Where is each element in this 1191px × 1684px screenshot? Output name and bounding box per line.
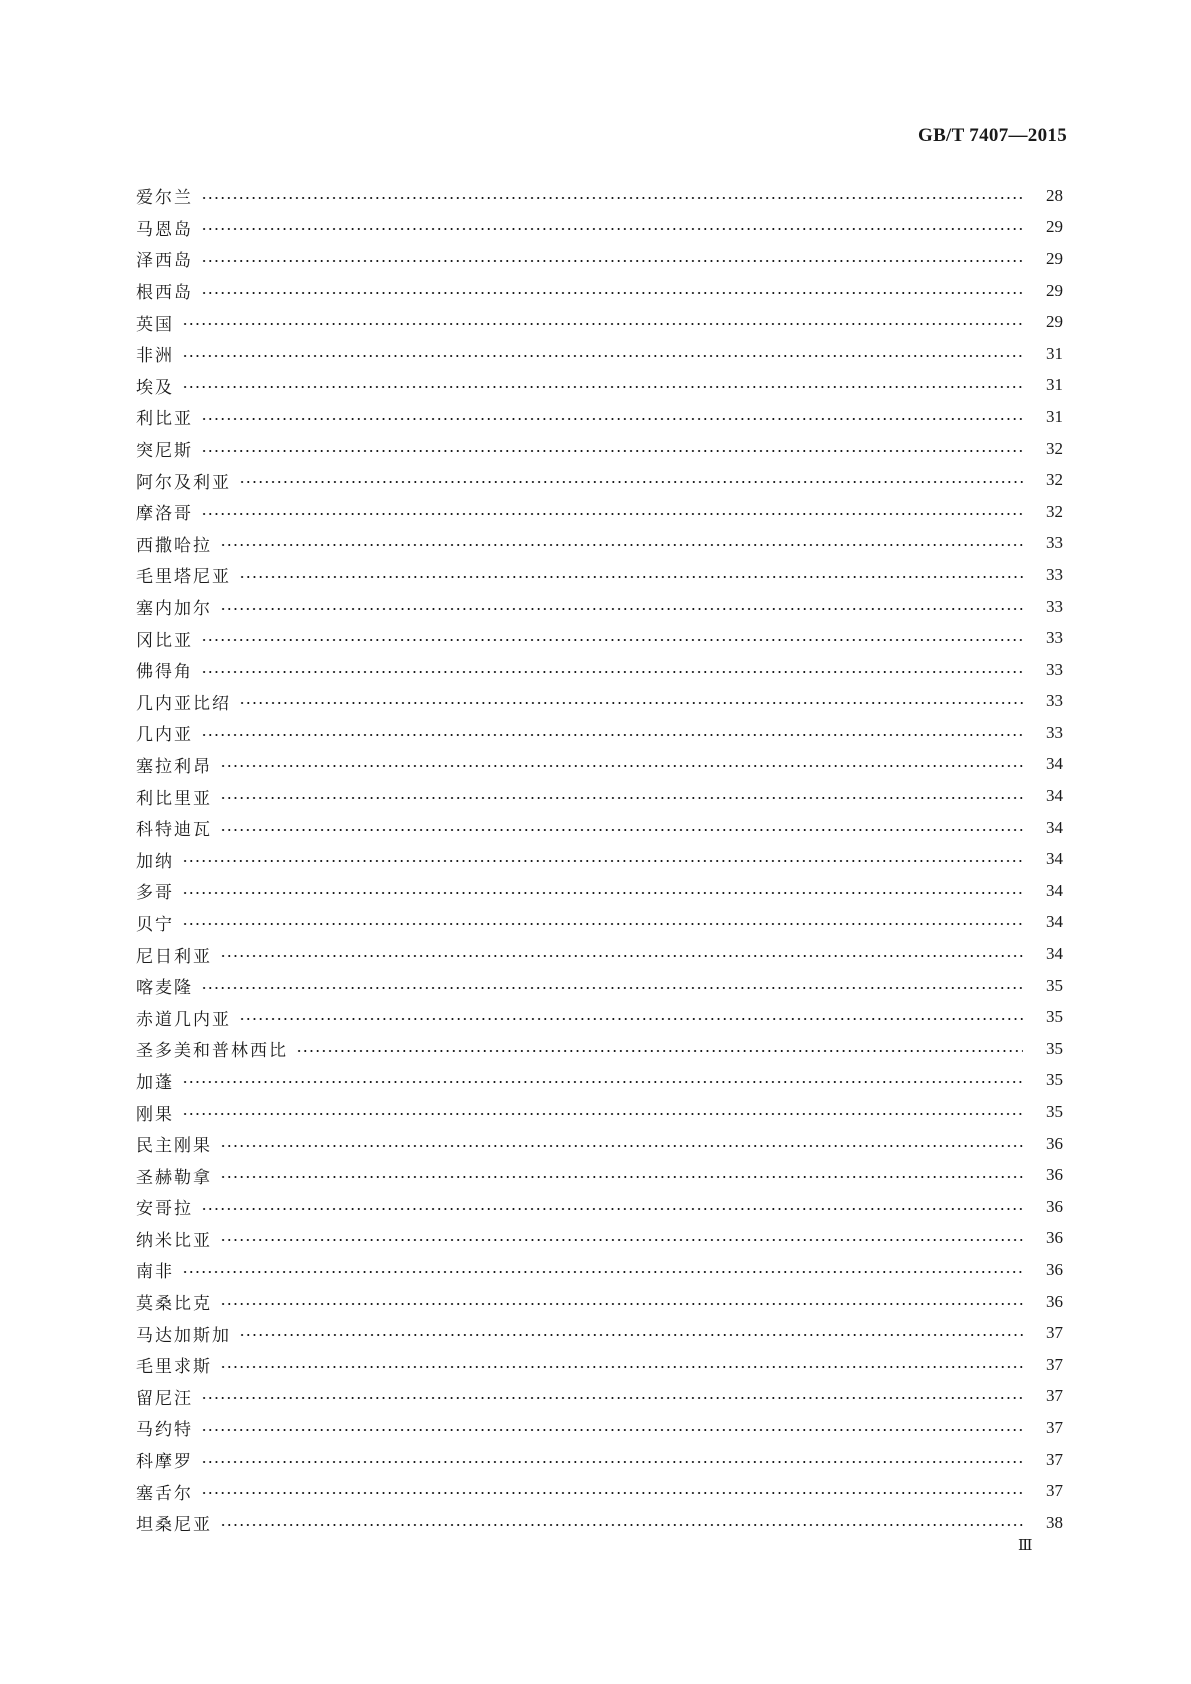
toc-entry-title: 刚果: [136, 1104, 174, 1125]
toc-entry-title: 马达加斯加: [136, 1325, 231, 1346]
toc-leader-dots: [182, 1081, 1023, 1083]
toc-entry-page: 29: [1046, 248, 1063, 268]
toc-entry[interactable]: [136, 1128, 1063, 1160]
toc-entry-title: 圣赫勒拿: [136, 1167, 212, 1188]
toc-entry-page: 34: [1046, 880, 1063, 900]
toc-entry-page: 37: [1046, 1323, 1063, 1343]
toc-leader-dots: [182, 892, 1023, 894]
toc-leader-dots: [182, 923, 1023, 925]
toc-entry-title: 纳米比亚: [136, 1230, 212, 1251]
toc-leader-dots: [220, 765, 1023, 767]
toc-leader-dots: [182, 860, 1023, 862]
toc-entry-page: 33: [1046, 596, 1063, 616]
toc-entry[interactable]: [136, 1033, 1063, 1065]
toc-entry-title: 非洲: [136, 346, 174, 367]
toc-entry-title: 多哥: [136, 883, 174, 904]
toc-entry-page: 37: [1046, 1417, 1063, 1437]
toc-entry-page: 29: [1046, 312, 1063, 332]
standard-code: GB/T 7407—2015: [917, 125, 1067, 146]
toc-leader-dots: [239, 702, 1023, 704]
toc-entry-title: 几内亚: [136, 725, 193, 746]
toc-entry-title: 英国: [136, 314, 174, 335]
toc-entry[interactable]: [136, 180, 1063, 212]
toc-leader-dots: [201, 292, 1023, 294]
toc-entry[interactable]: [136, 875, 1063, 907]
toc-entry[interactable]: [136, 907, 1063, 939]
toc-entry-title: 民主刚果: [136, 1136, 212, 1157]
toc-entry[interactable]: [136, 243, 1063, 275]
toc-entry-page: 34: [1046, 849, 1063, 869]
toc-leader-dots: [201, 1208, 1023, 1210]
toc-entry-title: 爱尔兰: [136, 188, 193, 209]
toc-entry-title: 几内亚比绍: [136, 693, 231, 714]
toc-entry[interactable]: [136, 622, 1063, 654]
toc-leader-dots: [201, 513, 1023, 515]
toc-leader-dots: [220, 608, 1023, 610]
toc-leader-dots: [220, 797, 1023, 799]
toc-entry[interactable]: [136, 1317, 1063, 1349]
toc-entry-page: 35: [1046, 975, 1063, 995]
toc-entry-title: 利比亚: [136, 409, 193, 430]
toc-entry[interactable]: [136, 1001, 1063, 1033]
toc-leader-dots: [296, 1050, 1023, 1052]
toc-entry-page: 32: [1046, 470, 1063, 490]
toc-entry-title: 安哥拉: [136, 1199, 193, 1220]
toc-entry-title: 尼日利亚: [136, 946, 212, 967]
table-of-contents: [136, 180, 1063, 1539]
toc-entry-title: 根西岛: [136, 283, 193, 304]
toc-entry[interactable]: [136, 338, 1063, 370]
toc-entry-page: 34: [1046, 786, 1063, 806]
toc-entry-title: 科摩罗: [136, 1452, 193, 1473]
toc-entry[interactable]: [136, 275, 1063, 307]
toc-entry-page: 28: [1046, 185, 1063, 205]
toc-entry[interactable]: [136, 1475, 1063, 1507]
toc-entry-title: 加蓬: [136, 1072, 174, 1093]
toc-entry-page: 29: [1046, 280, 1063, 300]
toc-entry-title: 泽西岛: [136, 251, 193, 272]
toc-entry-page: 37: [1046, 1449, 1063, 1469]
toc-entry[interactable]: [136, 1412, 1063, 1444]
toc-entry[interactable]: [136, 306, 1063, 338]
toc-entry[interactable]: [136, 780, 1063, 812]
toc-entry[interactable]: [136, 1507, 1063, 1539]
page-number: Ⅲ: [1018, 1538, 1032, 1554]
toc-entry-title: 喀麦隆: [136, 978, 193, 999]
toc-entry[interactable]: [136, 1065, 1063, 1097]
toc-entry-page: 36: [1046, 1291, 1063, 1311]
toc-leader-dots: [201, 1429, 1023, 1431]
toc-entry-page: 34: [1046, 944, 1063, 964]
toc-entry-page: 37: [1046, 1481, 1063, 1501]
toc-leader-dots: [201, 197, 1023, 199]
toc-entry[interactable]: [136, 749, 1063, 781]
toc-leader-dots: [239, 1334, 1023, 1336]
toc-leader-dots: [201, 671, 1023, 673]
toc-entry-page: 35: [1046, 1038, 1063, 1058]
toc-leader-dots: [220, 1239, 1023, 1241]
toc-entry[interactable]: [136, 401, 1063, 433]
toc-entry-title: 摩洛哥: [136, 504, 193, 525]
toc-leader-dots: [220, 544, 1023, 546]
toc-entry-title: 南非: [136, 1262, 174, 1283]
toc-entry-page: 36: [1046, 1196, 1063, 1216]
toc-entry-page: 36: [1046, 1133, 1063, 1153]
toc-entry-page: 33: [1046, 691, 1063, 711]
toc-entry-page: 38: [1046, 1512, 1063, 1532]
toc-leader-dots: [182, 355, 1023, 357]
toc-entry-page: 31: [1046, 406, 1063, 426]
toc-entry[interactable]: [136, 496, 1063, 528]
toc-entry-page: 35: [1046, 1070, 1063, 1090]
toc-leader-dots: [201, 418, 1023, 420]
toc-entry[interactable]: [136, 464, 1063, 496]
toc-leader-dots: [201, 1397, 1023, 1399]
toc-leader-dots: [201, 450, 1023, 452]
toc-leader-dots: [201, 228, 1023, 230]
toc-entry-page: 32: [1046, 501, 1063, 521]
toc-entry[interactable]: [136, 370, 1063, 402]
toc-entry[interactable]: [136, 938, 1063, 970]
toc-entry[interactable]: [136, 1223, 1063, 1255]
toc-entry[interactable]: [136, 1096, 1063, 1128]
toc-entry-title: 西撒哈拉: [136, 535, 212, 556]
toc-entry-page: 33: [1046, 659, 1063, 679]
toc-leader-dots: [201, 1461, 1023, 1463]
toc-leader-dots: [220, 1176, 1023, 1178]
toc-entry-title: 毛里求斯: [136, 1357, 212, 1378]
toc-entry-page: 37: [1046, 1354, 1063, 1374]
toc-entry-title: 毛里塔尼亚: [136, 567, 231, 588]
toc-entry[interactable]: [136, 654, 1063, 686]
toc-entry[interactable]: [136, 212, 1063, 244]
toc-entry-page: 33: [1046, 628, 1063, 648]
toc-entry[interactable]: [136, 1159, 1063, 1191]
toc-entry-page: 33: [1046, 722, 1063, 742]
toc-entry[interactable]: [136, 591, 1063, 623]
toc-leader-dots: [201, 734, 1023, 736]
toc-entry[interactable]: [136, 433, 1063, 465]
toc-entry-title: 塞内加尔: [136, 599, 212, 620]
toc-entry[interactable]: [136, 1191, 1063, 1223]
toc-entry[interactable]: [136, 1254, 1063, 1286]
toc-entry-title: 阿尔及利亚: [136, 472, 231, 493]
toc-leader-dots: [239, 1018, 1023, 1020]
toc-leader-dots: [201, 1492, 1023, 1494]
toc-entry-page: 37: [1046, 1386, 1063, 1406]
toc-entry[interactable]: [136, 1286, 1063, 1318]
toc-entry-page: 34: [1046, 912, 1063, 932]
toc-leader-dots: [220, 1524, 1023, 1526]
toc-entry-title: 埃及: [136, 377, 174, 398]
toc-entry[interactable]: [136, 1444, 1063, 1476]
toc-entry-title: 贝宁: [136, 914, 174, 935]
toc-entry-title: 圣多美和普林西比: [136, 1041, 288, 1062]
toc-leader-dots: [201, 987, 1023, 989]
toc-leader-dots: [239, 481, 1023, 483]
toc-entry-title: 加纳: [136, 851, 174, 872]
toc-leader-dots: [220, 1145, 1023, 1147]
toc-entry-page: 34: [1046, 754, 1063, 774]
toc-entry-page: 35: [1046, 1102, 1063, 1122]
toc-leader-dots: [182, 1271, 1023, 1273]
toc-entry[interactable]: [136, 686, 1063, 718]
toc-entry-page: 36: [1046, 1165, 1063, 1185]
toc-entry-page: 32: [1046, 438, 1063, 458]
toc-entry-page: 34: [1046, 817, 1063, 837]
toc-entry-title: 佛得角: [136, 662, 193, 683]
toc-entry[interactable]: [136, 1381, 1063, 1413]
toc-entry[interactable]: [136, 812, 1063, 844]
toc-leader-dots: [182, 323, 1023, 325]
toc-entry[interactable]: [136, 1349, 1063, 1381]
toc-entry-page: 31: [1046, 343, 1063, 363]
toc-leader-dots: [201, 639, 1023, 641]
toc-entry[interactable]: [136, 559, 1063, 591]
toc-entry-title: 冈比亚: [136, 630, 193, 651]
toc-entry-page: 36: [1046, 1259, 1063, 1279]
toc-leader-dots: [220, 1303, 1023, 1305]
toc-entry-title: 马恩岛: [136, 219, 193, 240]
toc-leader-dots: [220, 1366, 1023, 1368]
toc-entry-title: 莫桑比克: [136, 1294, 212, 1315]
toc-entry-page: 31: [1046, 375, 1063, 395]
toc-leader-dots: [220, 955, 1023, 957]
toc-leader-dots: [201, 260, 1023, 262]
toc-entry[interactable]: [136, 528, 1063, 560]
toc-entry[interactable]: [136, 970, 1063, 1002]
toc-entry-title: 塞拉利昂: [136, 756, 212, 777]
toc-entry-title: 利比里亚: [136, 788, 212, 809]
toc-entry-title: 科特迪瓦: [136, 820, 212, 841]
toc-entry-title: 留尼汪: [136, 1388, 193, 1409]
toc-entry-page: 33: [1046, 533, 1063, 553]
toc-entry-page: 29: [1046, 217, 1063, 237]
toc-entry[interactable]: [136, 717, 1063, 749]
toc-entry-title: 坦桑尼亚: [136, 1515, 212, 1536]
toc-entry-page: 35: [1046, 1007, 1063, 1027]
toc-leader-dots: [182, 1113, 1023, 1115]
toc-leader-dots: [220, 829, 1023, 831]
toc-leader-dots: [182, 386, 1023, 388]
toc-entry[interactable]: [136, 843, 1063, 875]
toc-entry-title: 马约特: [136, 1420, 193, 1441]
toc-entry-title: 赤道几内亚: [136, 1009, 231, 1030]
toc-entry-title: 突尼斯: [136, 441, 193, 462]
toc-entry-page: 33: [1046, 564, 1063, 584]
toc-leader-dots: [239, 576, 1023, 578]
toc-entry-page: 36: [1046, 1228, 1063, 1248]
toc-entry-title: 塞舌尔: [136, 1483, 193, 1504]
